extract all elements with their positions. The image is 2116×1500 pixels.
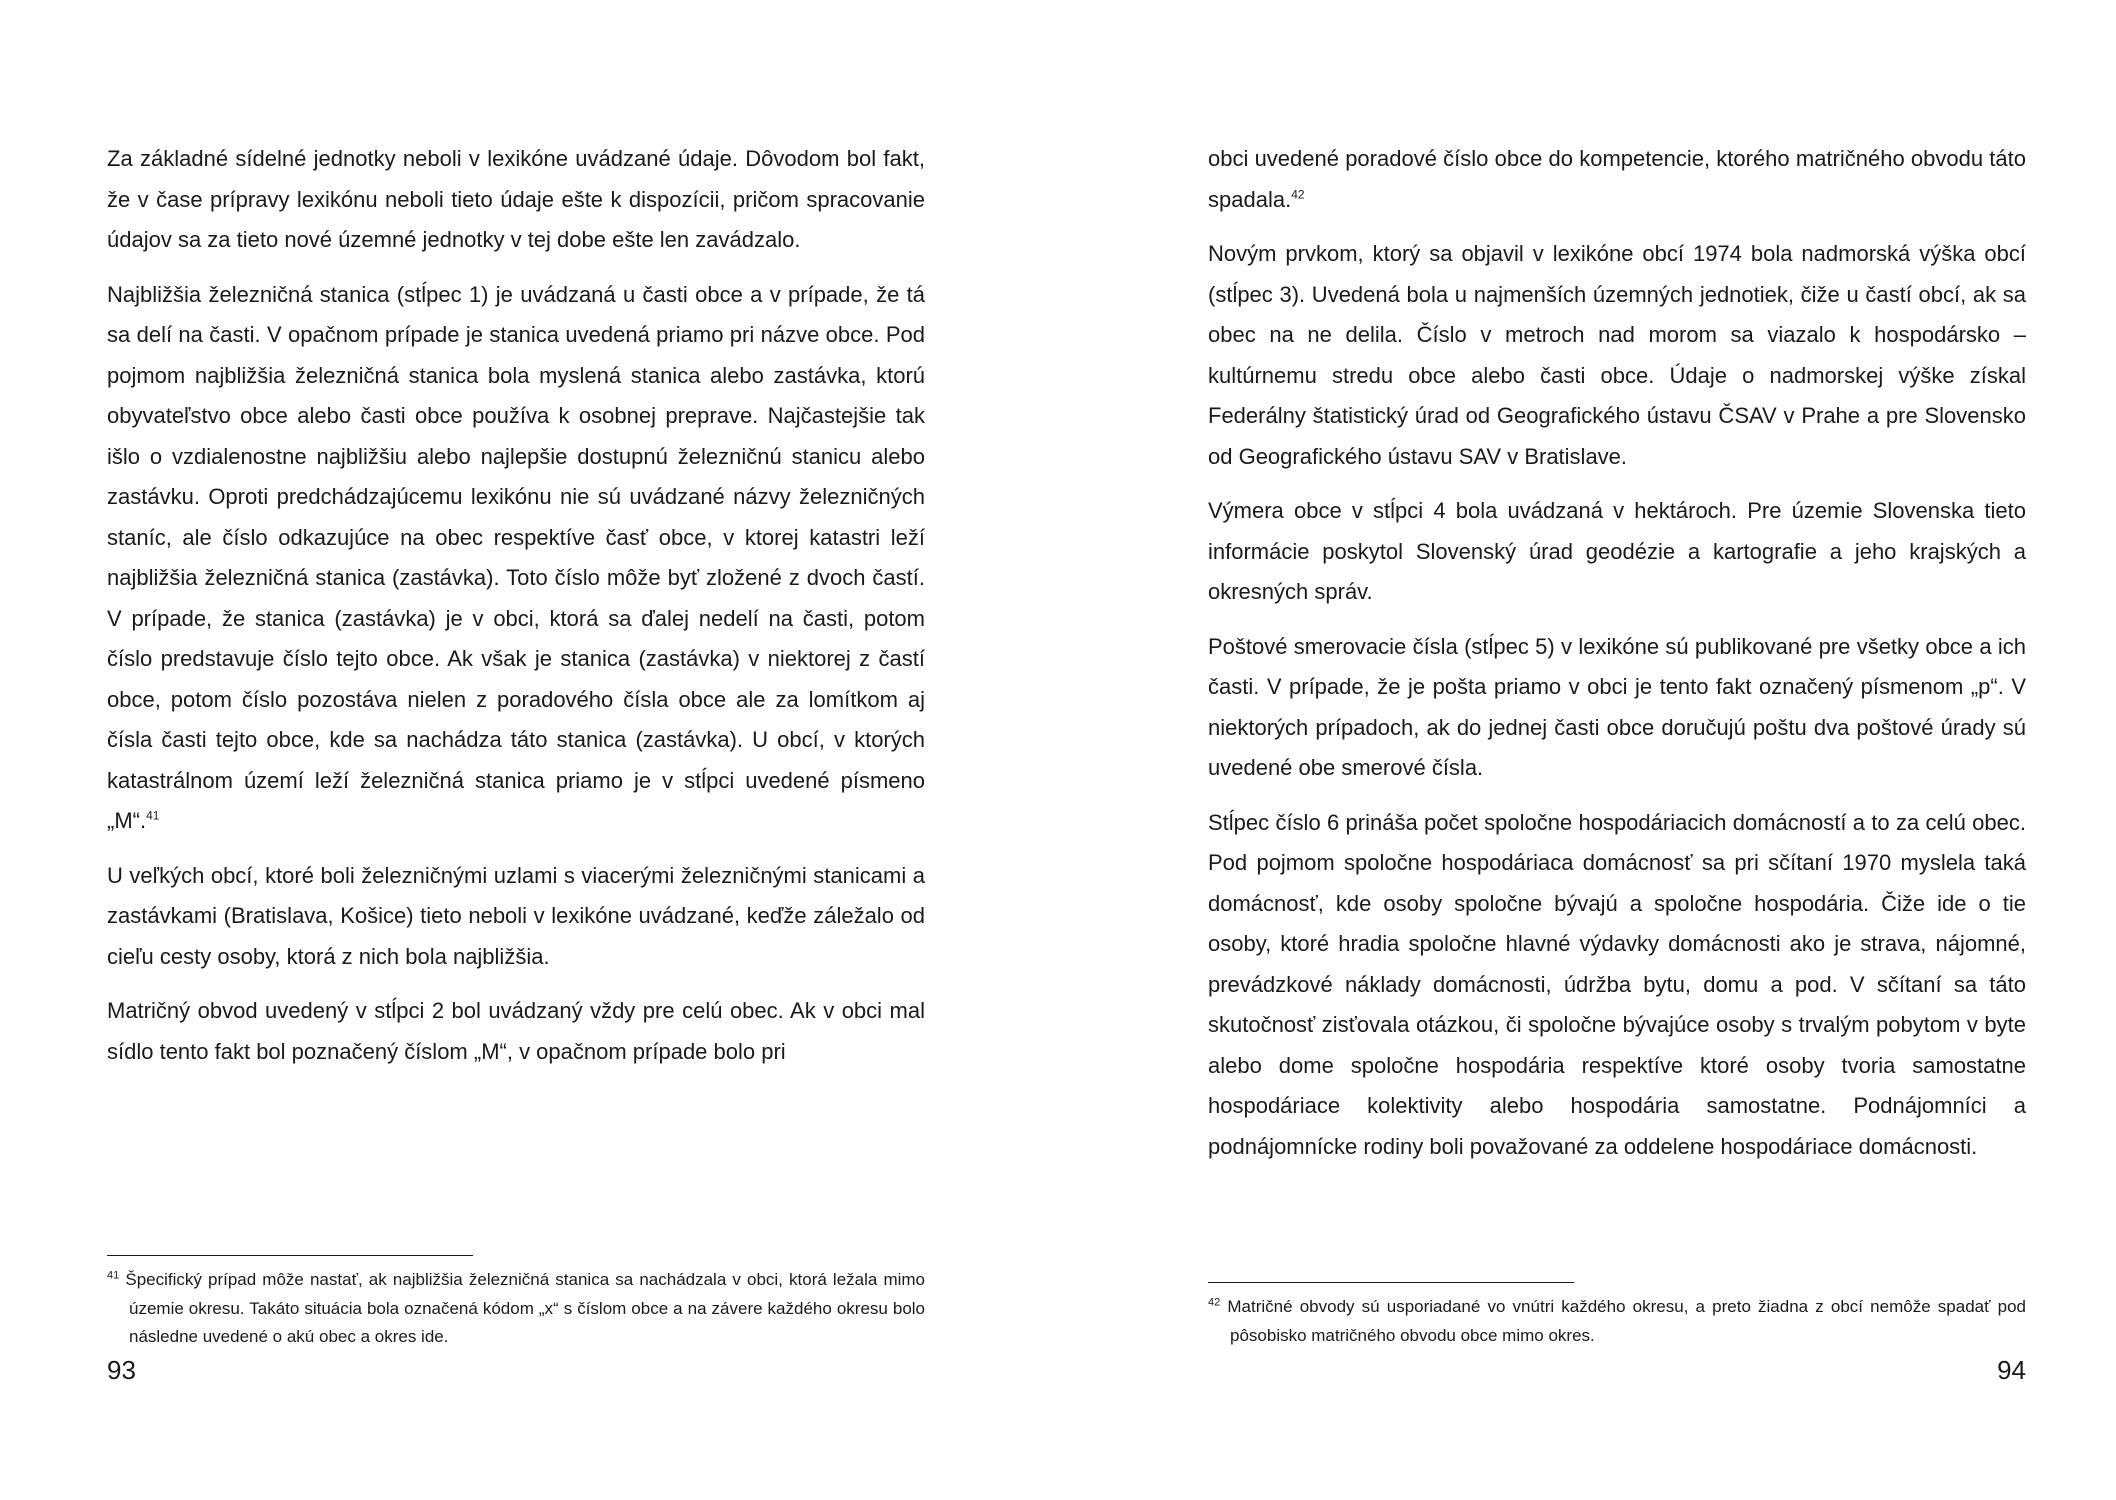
- paragraph: [107, 991, 925, 1072]
- paragraph-text: U veľkých obcí, ktoré boli železničnými uzlami s viacerými železničnými stanicami a zastávkami (Bratislava, Košice) tieto neboli v lexikóne uvádzané, keďže záležalo od cieľu cesty osoby, ktorá z nich bola najbližšia.: [107, 862, 925, 969]
- left-page: [107, 0, 925, 1500]
- paragraph-text: Poštové smerovacie čísla (stĺpec 5) v lexikóne sú publikované pre všetky obce a ich časti. V prípade, že je pošta priamo v obci je tento fakt označený písmenom „p“. V niektorých prípadoch, ak do jednej časti obce doručujú poštu dva poštové úrady sú uvedené obe smerové čísla.: [1208, 633, 2026, 780]
- footnote-text: Matričné obvody sú usporiadané vo vnútri každého okresu, a preto žiadna z obcí nemôže spadať pod pôsobisko matričného obvodu obce mimo okres.: [1227, 1297, 2026, 1345]
- paragraph: [107, 139, 925, 261]
- footnote-separator: [1208, 1282, 1574, 1283]
- footnote: [107, 1266, 925, 1352]
- paragraph-text: Stĺpec číslo 6 prináša počet spoločne hospodáriacich domácností a to za celú obec. Pod pojmom spoločne hospodáriaca domácnosť sa pri sčítaní 1970 myslela taká domácnosť, kde osoby spoločne bývajú a spoločne hospodária. Čiže ide o tie osoby, ktoré hradia spoločne hlavné výdavky domácnosti ako je strava, nájomné, prevádzkové náklady domácnosti, údržba bytu, domu a pod. V sčítaní sa táto skutočnosť zisťovala otázkou, či spoločne bývajúce osoby s trvalým pobytom v byte alebo dome spoločne hospodária respektíve ktoré osoby tvoria samostatne hospodáriace kolektivity alebo hospodária samostatne. Podnájomníci a podnájomnícke rodiny boli považované za oddelene hospodáriace domácnosti.: [1208, 809, 2026, 1159]
- right-page: [1208, 0, 2026, 1500]
- left-page-body: [107, 139, 925, 1086]
- footnote: [1208, 1293, 2026, 1350]
- paragraph-text: obci uvedené poradové číslo obce do kompetencie, ktorého matričného obvodu táto spadala.: [1208, 146, 2026, 212]
- footnote-separator: [107, 1255, 473, 1256]
- footnote-number: 41: [107, 1269, 120, 1282]
- paragraph: [1208, 234, 2026, 477]
- paragraph: [1208, 139, 2026, 220]
- paragraph: [1208, 627, 2026, 789]
- paragraph-text: Matričný obvod uvedený v stĺpci 2 bol uvádzaný vždy pre celú obec. Ak v obci mal sídlo tento fakt bol poznačený číslom „M“, v opačnom prípade bolo pri: [107, 998, 925, 1064]
- footnote-text: Špecifický prípad môže nastať, ak najbližšia železničná stanica sa nachádzala v obci, ktorá ležala mimo územie okresu. Takáto situácia bola označená kódom „x“ s číslom obce a na závere každého okresu bolo následne uvedené o akú obec a okres ide.: [125, 1270, 925, 1346]
- paragraph-text: Najbližšia železničná stanica (stĺpec 1) je uvádzaná u časti obce a v prípade, že tá sa delí na časti. V opačnom prípade je stanica uvedená priamo pri názve obce. Pod pojmom najbližšia železničná stanica bola myslená stanica alebo zastávka, ktorú obyvateľstvo obce alebo časti obce používa k osobnej preprave. Najčastejšie tak išlo o vzdialenostne najbližšiu alebo najlepšie dostupnú železničnú stanicu alebo zastávku. Oproti predchádzajúcemu lexikónu nie sú uvádzané názvy železničných staníc, ale číslo odkazujúce na obec respektíve časť obce, v ktorej katastri leží najbližšia železničná stanica (zastávka). Toto číslo môže byť zložené z dvoch častí. V prípade, že stanica (zastávka) je v obci, ktorá sa ďalej nedelí na časti, potom číslo predstavuje číslo tejto obce. Ak však je stanica (zastávka) v niektorej z častí obce, potom číslo pozostáva nielen z poradového čísla obce ale za lomítkom aj čísla časti tejto obce, kde sa nachádza táto stanica (zastávka). U obcí, v ktorých katastrálnom území leží železničná stanica priamo je v stĺpci uvedené písmeno „M“.: [107, 281, 925, 833]
- paragraph-text: Novým prvkom, ktorý sa objavil v lexikóne obcí 1974 bola nadmorská výška obcí (stĺpec 3). Uvedená bola u najmenších územných jednotiek, čiže u častí obcí, ak sa obec na ne delila. Číslo v metroch nad morom sa viazalo k hospodársko – kultúrnemu stredu obce alebo časti obce. Údaje o nadmorskej výške získal Federálny štatistický úrad od Geografického ústavu ČSAV v Prahe a pre Slovensko od Geografického ústavu SAV v Bratislave.: [1208, 241, 2026, 469]
- footnote-number: 42: [1208, 1296, 1221, 1309]
- paragraph: [1208, 491, 2026, 613]
- page-number: 93: [107, 1355, 136, 1385]
- paragraph: [1208, 803, 2026, 1168]
- paragraph: [107, 275, 925, 842]
- paragraph: [107, 856, 925, 978]
- page-number: 94: [1997, 1355, 2026, 1385]
- footnote-reference[interactable]: 42: [1291, 187, 1305, 202]
- paragraph-text: Za základné sídelné jednotky neboli v lexikóne uvádzané údaje. Dôvodom bol fakt, že v čase prípravy lexikónu neboli tieto údaje ešte k dispozícii, pričom spracovanie údajov sa za tieto nové územné jednotky v tej dobe ešte len zavádzalo.: [107, 146, 925, 252]
- footnote-reference[interactable]: 41: [146, 808, 160, 823]
- right-page-body: [1208, 139, 2026, 1181]
- paragraph-text: Výmera obce v stĺpci 4 bola uvádzaná v hektároch. Pre územie Slovenska tieto informácie poskytol Slovenský úrad geodézie a kartografie a jeho krajských a okresných správ.: [1208, 498, 2026, 604]
